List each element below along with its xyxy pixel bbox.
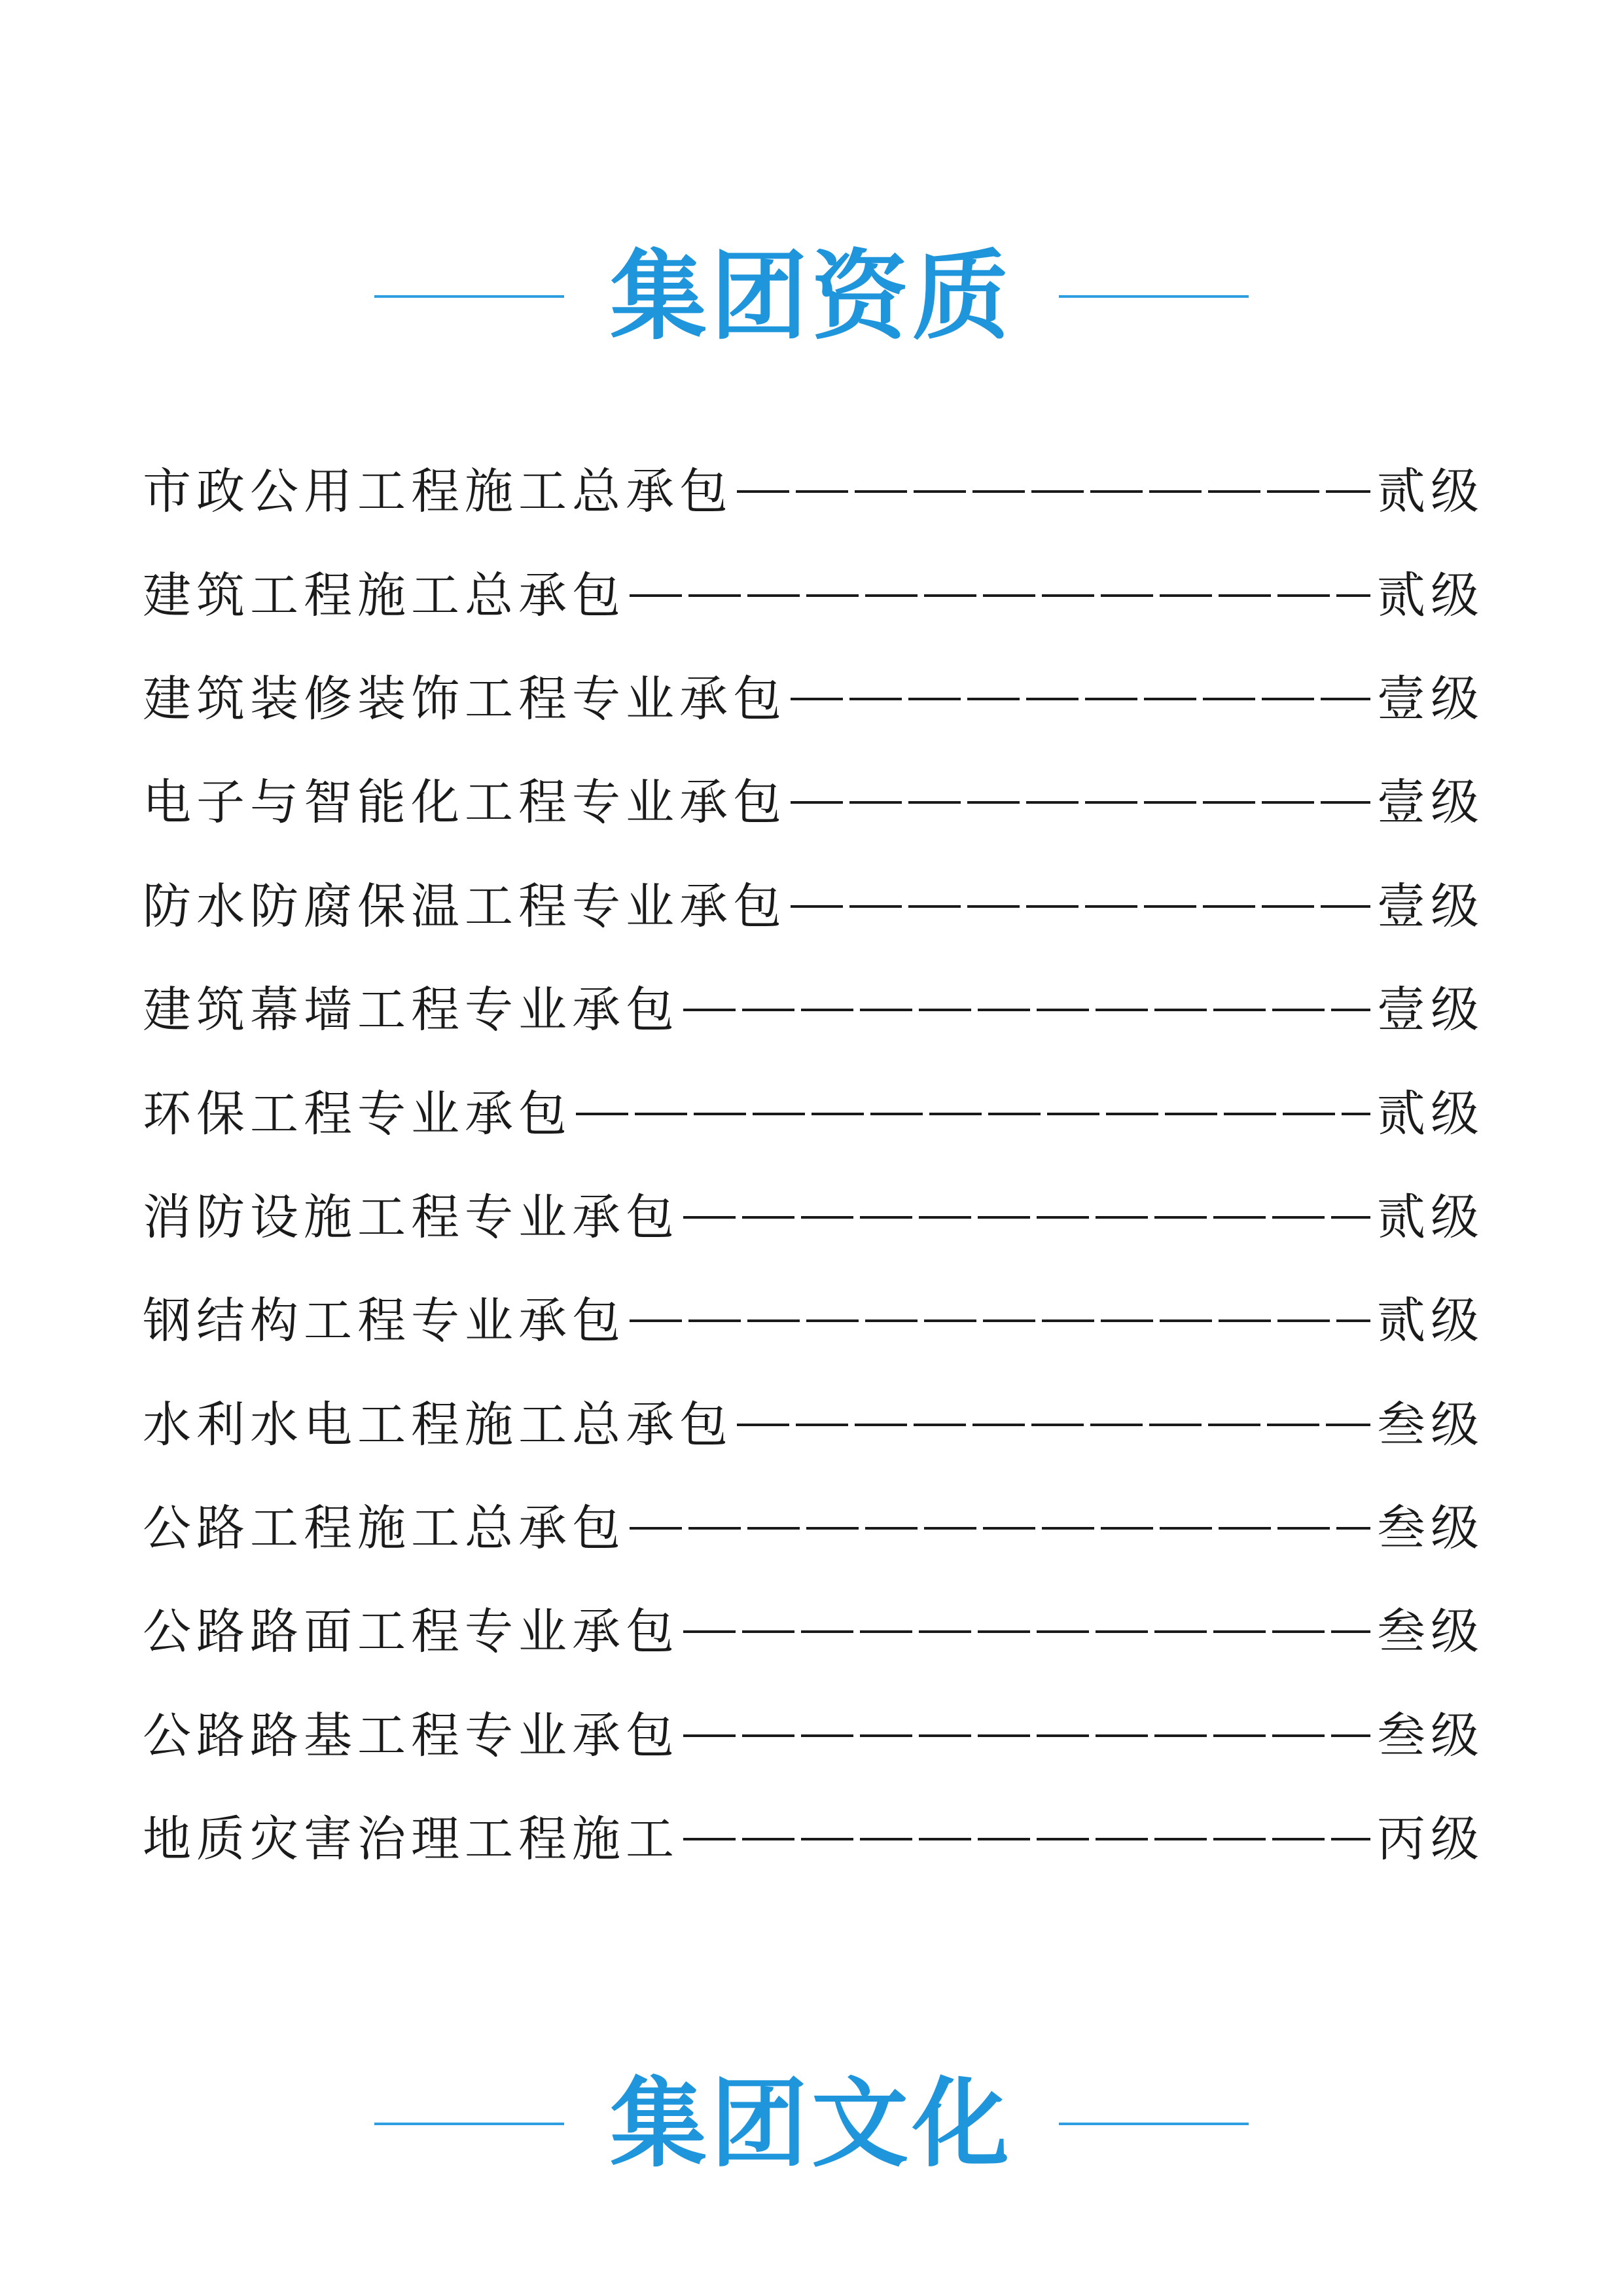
- qualification-name: 地质灾害治理工程施工: [143, 1811, 679, 1868]
- leader-dashes: [683, 1734, 1370, 1737]
- qualification-name: 电子与智能化工程专业承包: [143, 774, 787, 831]
- qualification-level: 贰级: [1377, 463, 1484, 520]
- qualification-row: [143, 1166, 1484, 1269]
- qualification-level: 贰级: [1377, 1189, 1484, 1246]
- qualification-name: 公路工程施工总承包: [143, 1500, 626, 1557]
- qualification-name: 钢结构工程专业承包: [143, 1293, 626, 1350]
- heading-right-rule: [1059, 2123, 1249, 2125]
- leader-dashes: [630, 1319, 1370, 1322]
- leader-dashes: [737, 1424, 1370, 1426]
- leader-dashes: [630, 594, 1370, 597]
- heading-left-rule: [374, 295, 564, 298]
- qualification-name: 建筑装修装饰工程专业承包: [143, 670, 787, 727]
- qualification-row: [143, 855, 1484, 958]
- qualification-row: [143, 1269, 1484, 1372]
- leader-dashes: [683, 1009, 1370, 1011]
- section-title-qualifications: 集团资质: [610, 240, 1013, 353]
- qualification-row: [143, 1062, 1484, 1165]
- qualification-level: 壹级: [1377, 670, 1484, 727]
- section-heading-culture: [0, 2068, 1623, 2179]
- leader-dashes: [683, 1838, 1370, 1840]
- section-title-culture: 集团文化: [610, 2068, 1013, 2180]
- leader-dashes: [683, 1216, 1370, 1219]
- heading-left-rule: [374, 2123, 564, 2125]
- qualification-row: [143, 751, 1484, 854]
- qualification-name: 公路路基工程专业承包: [143, 1707, 679, 1764]
- leader-dashes: [576, 1113, 1370, 1115]
- leader-dashes: [791, 698, 1370, 700]
- qualification-list: [143, 440, 1484, 1891]
- leader-dashes: [791, 801, 1370, 804]
- qualification-row: [143, 543, 1484, 647]
- qualification-name: 公路路面工程专业承包: [143, 1604, 679, 1660]
- qualification-level: 壹级: [1377, 774, 1484, 831]
- qualification-row: [143, 1684, 1484, 1787]
- qualification-level: 丙级: [1377, 1811, 1484, 1868]
- qualification-row: [143, 647, 1484, 751]
- qualification-row: [143, 1580, 1484, 1683]
- qualification-level: 壹级: [1377, 982, 1484, 1039]
- section-heading-qualifications: [0, 241, 1623, 352]
- qualification-name: 建筑幕墙工程专业承包: [143, 982, 679, 1039]
- qualification-level: 叁级: [1377, 1500, 1484, 1557]
- qualification-level: 贰级: [1377, 1293, 1484, 1350]
- qualification-level: 贰级: [1377, 567, 1484, 624]
- leader-dashes: [630, 1527, 1370, 1530]
- heading-right-rule: [1059, 295, 1249, 298]
- qualification-name: 建筑工程施工总承包: [143, 567, 626, 624]
- qualification-name: 市政公用工程施工总承包: [143, 463, 733, 520]
- qualification-name: 消防设施工程专业承包: [143, 1189, 679, 1246]
- qualification-row: [143, 1787, 1484, 1891]
- qualification-level: 叁级: [1377, 1604, 1484, 1660]
- qualification-row: [143, 1477, 1484, 1580]
- qualification-row: [143, 958, 1484, 1062]
- qualification-name: 环保工程专业承包: [143, 1085, 572, 1142]
- qualification-name: 水利水电工程施工总承包: [143, 1396, 733, 1453]
- qualification-level: 叁级: [1377, 1707, 1484, 1764]
- leader-dashes: [791, 905, 1370, 908]
- qualification-level: 壹级: [1377, 878, 1484, 935]
- qualification-row: [143, 1373, 1484, 1477]
- qualification-level: 贰级: [1377, 1085, 1484, 1142]
- qualification-level: 叁级: [1377, 1396, 1484, 1453]
- qualification-name: 防水防腐保温工程专业承包: [143, 878, 787, 935]
- leader-dashes: [683, 1630, 1370, 1633]
- leader-dashes: [737, 490, 1370, 493]
- qualification-row: [143, 440, 1484, 543]
